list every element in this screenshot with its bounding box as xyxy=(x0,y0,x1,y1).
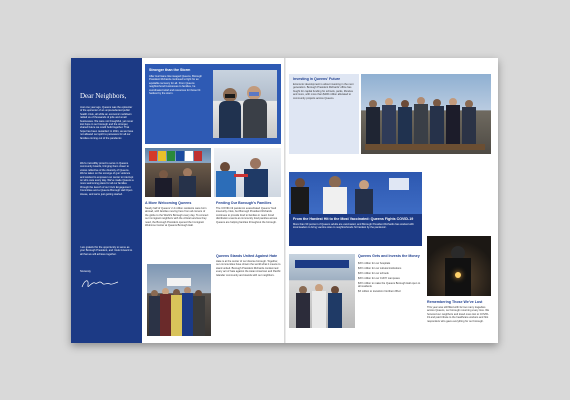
letter-paragraph: I am grateful for the opportunity to serve as your Borough President, and I look forward to all that we will achieve together. xyxy=(80,246,133,256)
united-body: Hate is at the center of our diverse borough. Together, our communities have shown the world what it means to stand united. Borough President Richards condemned every act of hate against the Asian American and Pacific Islander community and stands with our neighbors. xyxy=(216,260,281,277)
immigrant-photo xyxy=(145,148,211,197)
gains-box xyxy=(358,254,422,336)
gains-item: $XX million to make the Queens Borough Hall open to all residents xyxy=(358,282,421,289)
groundbreaking-photo xyxy=(361,74,491,154)
gains-title: Queens Gets and Invests the Money xyxy=(358,254,420,258)
stronger-photo xyxy=(213,70,277,138)
letter-paragraph: We're incredibly proud to serve in Queens community boards, bringing them closer to voices reflective of the diversity of Queens. We've taken on the scourge of gun violence and worked to empower our center to interrupt on who care every day. We've made Queens a more welcoming place for all our families through the launch of our Civic Engagement Committee and a Queens Borough Hall Open House, and we're just getting started. xyxy=(80,162,134,196)
stronger-body: After Hurricane Ida ravaged Queens, Borough President Richards continued to fight for an equitable recovery for all. From Queens neighborhood businesses to families, he coordinated relief and resources for those hit hardest by the storm. xyxy=(149,75,202,96)
vaccinated-title: From the Hardest Hit to the Most Vaccinated: Queens Fights COVID-19 xyxy=(293,217,414,221)
gains-item: $XX million for our CUNY campuses xyxy=(358,277,400,280)
remembering-body: This year was still filled with far too many tragedies across Queens, our borough mourning every loss. We honored our neighbors and loved ones lost to COVID-19 and paid tribute to the healthcare workers and first responders who gave everything for our borough. xyxy=(427,306,490,323)
hospital-photo xyxy=(289,254,355,328)
vaccinated-box xyxy=(289,214,422,246)
stronger-box xyxy=(145,64,281,144)
welcoming-body: Nearly half of Queens' 2.4 million residents were born abroad, with families moving here from all corners of the globe to the World's Borough every day. To connect our immigrant neighbors with the critical services they need, the Borough President opened the Immigrant Welcome Center at Queens Borough Hall. xyxy=(145,207,209,228)
vaccine-photo xyxy=(214,148,281,197)
letter-greeting: Dear Neighbors, xyxy=(80,92,127,100)
vaccinated-body: More than 90 percent of Queens adults are vaccinated, and Borough President Richards has worked with local leaders to bring vaccine sites to neighborhoods hit hardest by the pandemic. xyxy=(293,223,414,230)
rally-photo xyxy=(147,264,211,336)
gains-item: $XX million for our hospitals xyxy=(358,262,391,265)
welcoming-title: A More Welcoming Queens xyxy=(145,201,192,205)
feeding-body: The COVID-19 pandemic exacerbated Queens' food insecurity crisis, but Borough President Richards continues to provide food to families in need. Food distribution events at community food pantries across Queens are helping families throughout the borough. xyxy=(216,207,278,224)
gains-item: $XX million for our schools xyxy=(358,272,389,275)
gains-item: $XX million for our cultural institutions xyxy=(358,267,402,270)
center-fold xyxy=(284,58,286,343)
brochure-spread xyxy=(71,58,498,343)
stronger-title: Stronger than the Storm xyxy=(149,68,191,72)
investing-box xyxy=(289,74,359,154)
investing-title: Investing in Queens' Future xyxy=(293,77,341,81)
candlelight-photo xyxy=(427,236,491,296)
remembering-title: Remembering Those We've Lost xyxy=(427,300,483,304)
united-title: Queens Stands United Against Hate xyxy=(216,254,278,258)
letter-paragraph: Just one year ago, Queens was the epicenter of the epicenter of an unprecedented public health crisis, all while an economic meltdown rattled us of thousands of jobs and small businesses. We were not thoughtful, yet never lost hope in our borough and the stronger, shared future we could build together. That hope has been rewarded: in 2021, as we have not allowed our spirit to persevere for all our families coming out of the pandemic. xyxy=(80,106,134,140)
signature-icon xyxy=(80,277,120,291)
vaccination-photo xyxy=(289,172,422,214)
feeding-title: Feeding Our Borough's Families xyxy=(216,201,272,205)
letter-signoff: Sincerely, xyxy=(80,270,92,273)
letter-panel xyxy=(71,58,142,343)
investing-body: Economic development is about investing in the next generation. Borough President Richards' office has fought for capital funding for schools, parks, libraries and more, with more than $200 million allocated to community projects across Queens. xyxy=(293,83,354,100)
gains-item: $X million to transform Northern Blvd xyxy=(358,290,401,293)
